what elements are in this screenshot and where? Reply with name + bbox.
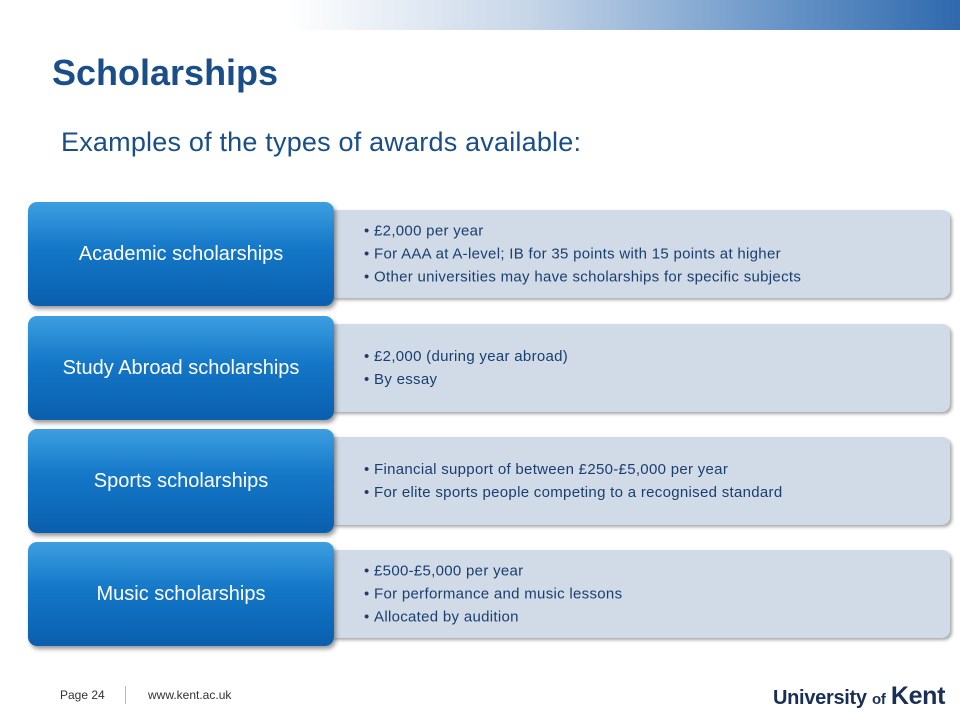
award-point: • £500-£5,000 per year (364, 560, 942, 583)
award-point: • £2,000 (during year abroad) (364, 345, 942, 368)
award-point: • Allocated by audition (364, 606, 942, 629)
award-points-list (364, 458, 942, 504)
award-details-panel (328, 550, 950, 638)
slide-subtitle: Examples of the types of awards available: (61, 127, 582, 157)
header-gradient-bar (0, 0, 960, 30)
footer-url: www.kent.ac.uk (148, 688, 232, 702)
logo-university: University (773, 687, 867, 709)
award-label-box (28, 202, 334, 306)
award-points-list (364, 560, 942, 629)
award-label: Study Abroad scholarships (62, 356, 300, 379)
award-point: • By essay (364, 368, 942, 391)
award-label-box (28, 316, 334, 420)
award-study-abroad (28, 316, 930, 426)
award-details-panel (328, 210, 950, 298)
award-label-box (28, 429, 334, 533)
footer-divider (125, 686, 126, 704)
logo-of: of (871, 691, 886, 708)
page-number: Page 24 (60, 688, 105, 702)
award-point: • For performance and music lessons (364, 583, 942, 606)
logo-kent: Kent (890, 682, 946, 710)
slide-title: Scholarships (52, 52, 279, 93)
award-academic (28, 202, 930, 312)
award-label: Music scholarships (96, 582, 266, 605)
university-logo (773, 682, 945, 711)
award-details-panel (328, 437, 950, 525)
award-label-box (28, 542, 334, 646)
award-point: • Financial support of between £250-£5,000 per year (364, 458, 942, 481)
award-sports (28, 429, 930, 539)
award-points-list (364, 220, 942, 289)
award-point: • For AAA at A-level; IB for 35 points with 15 points at higher (364, 243, 942, 266)
award-details-panel (328, 324, 950, 412)
award-label: Academic scholarships (78, 242, 284, 265)
award-point: • For elite sports people competing to a recognised standard (364, 481, 942, 504)
award-label: Sports scholarships (93, 469, 269, 492)
award-point: • £2,000 per year (364, 220, 942, 243)
award-point: • Other universities may have scholarships for specific subjects (364, 266, 942, 289)
award-music (28, 542, 930, 652)
award-points-list (364, 345, 942, 391)
